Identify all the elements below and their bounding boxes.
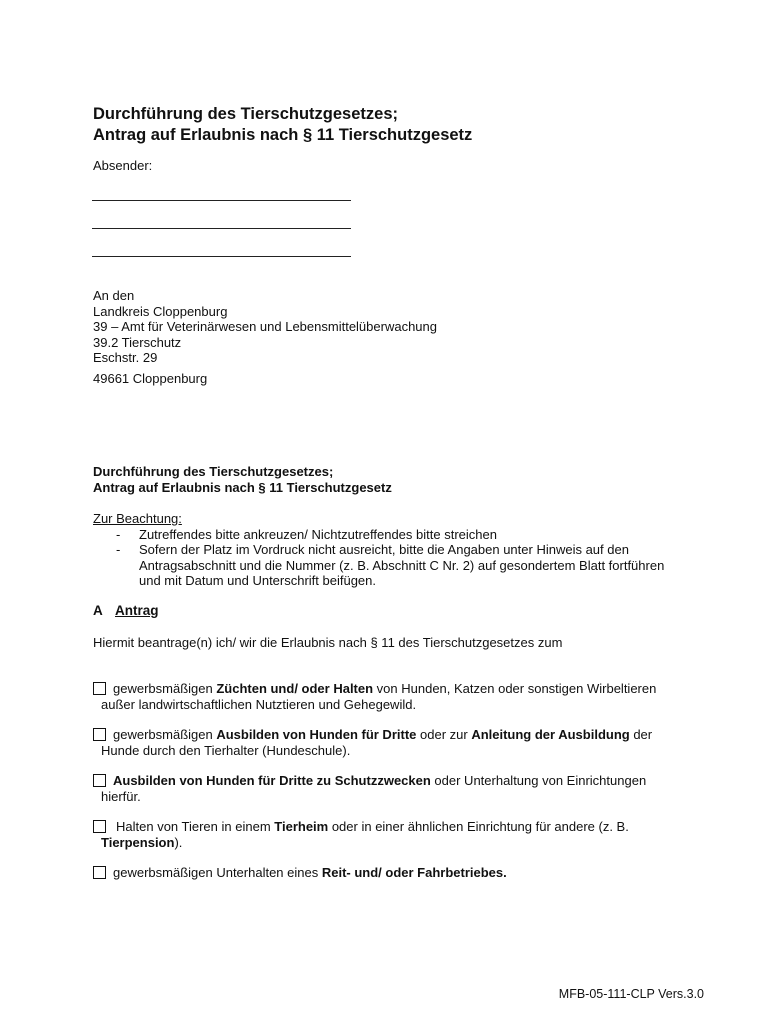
recipient-line: 39 – Amt für Veterinärwesen und Lebensmittelüberwachung: [93, 319, 437, 334]
notice-item: [93, 527, 664, 543]
notice-block: [93, 511, 664, 589]
option-line: [93, 681, 656, 697]
recipient-line: Landkreis Cloppenburg: [93, 303, 228, 319]
recipient-postal: 49661 Cloppenburg: [93, 370, 208, 386]
sender-line-2[interactable]: [92, 228, 351, 229]
option-line: hierfür.: [101, 788, 141, 804]
option-line: Hunde durch den Tierhalter (Hundeschule).: [101, 742, 351, 758]
option-text-bold: Ausbilden von Hunden für Dritte: [216, 727, 417, 742]
notice-heading: Zur Beachtung:: [93, 511, 182, 526]
option-checkbox[interactable]: [93, 866, 106, 879]
option-dog-training: [93, 727, 652, 758]
option-text: gewerbsmäßigen: [113, 727, 217, 742]
title-line-1: Durchführung des Tierschutzgesetzes;: [93, 105, 399, 123]
recipient-line: An den: [93, 288, 135, 303]
option-text: ).: [174, 834, 183, 850]
option-checkbox[interactable]: [93, 728, 106, 741]
notice-item-text: Antragsabschnitt und die Nummer (z. B. Abschnitt C Nr. 2) auf gesondertem Blatt fortführen: [139, 557, 665, 573]
option-text-bold: Ausbilden von Hunden für Dritte zu Schutzzwecken: [113, 773, 431, 788]
option-text-bold: Tierheim: [274, 819, 329, 834]
option-text: oder in einer ähnlichen Einrichtung für andere (z. B.: [328, 819, 629, 834]
option-checkbox[interactable]: [93, 774, 106, 787]
option-checkbox[interactable]: [93, 682, 106, 695]
dash-bullet: -: [116, 542, 121, 557]
notice-list: [93, 527, 664, 589]
title-line-2: Antrag auf Erlaubnis nach § 11 Tierschutzgesetz: [93, 126, 473, 144]
option-text: der: [629, 727, 653, 742]
sender-label: Absender:: [93, 158, 153, 173]
option-text: oder zur: [416, 727, 472, 742]
dash-bullet: -: [116, 526, 121, 542]
notice-item: [93, 542, 664, 589]
notice-item-text: Zutreffendes bitte ankreuzen/ Nichtzutreffendes bitte streichen: [139, 526, 497, 542]
option-text-bold: Tierpension: [101, 834, 175, 850]
option-text-bold: Züchten und/ oder Halten: [216, 681, 374, 696]
subtitle-line-2: Antrag auf Erlaubnis nach § 11 Tierschutzgesetz: [93, 479, 392, 495]
option-text: von Hunden, Katzen oder sonstigen Wirbeltieren: [373, 681, 657, 696]
option-line: [93, 819, 629, 835]
intro-text: Hiermit beantrage(n) ich/ wir die Erlaubnis nach § 11 des Tierschutzgesetzes zum: [93, 635, 563, 650]
option-text: oder Unterhaltung von Einrichtungen: [430, 773, 647, 788]
recipient-line: 39.2 Tierschutz: [93, 334, 182, 350]
option-text: Halten von Tieren in einem: [116, 819, 275, 834]
option-text: gewerbsmäßigen Unterhalten eines: [113, 865, 322, 880]
option-line: [93, 773, 646, 789]
option-animal-shelter: [93, 819, 629, 850]
form-version-footer: MFB-05-111-CLP Vers.3.0: [558, 987, 704, 1001]
sender-line-1[interactable]: [92, 200, 351, 201]
recipient-line: Eschstr. 29: [93, 350, 158, 365]
option-line: [93, 835, 629, 851]
option-line: außer landwirtschaftlichen Nutztieren und Gehegewild.: [101, 696, 417, 712]
form-subtitle: [93, 464, 392, 495]
document-title: [93, 104, 472, 146]
option-text: gewerbsmäßigen: [113, 681, 217, 696]
sender-line-3[interactable]: [92, 256, 351, 257]
option-line: [93, 865, 507, 881]
option-checkbox[interactable]: [93, 820, 106, 833]
section-a-heading: [93, 603, 159, 618]
option-breeding: [93, 681, 656, 712]
option-text-bold: Reit- und/ oder Fahrbetriebes.: [321, 865, 507, 880]
notice-item-text: Sofern der Platz im Vordruck nicht ausreicht, bitte die Angaben unter Hinweis auf den: [139, 542, 629, 557]
option-text-bold: Anleitung der Ausbildung: [471, 727, 630, 742]
option-line: [93, 727, 652, 743]
subtitle-line-1: Durchführung des Tierschutzgesetzes;: [93, 464, 334, 479]
section-letter: A: [93, 603, 103, 618]
notice-item-text: und mit Datum und Unterschrift beifügen.: [139, 573, 377, 588]
option-riding-business: [93, 865, 507, 881]
section-label: Antrag: [115, 603, 159, 618]
recipient-address: [93, 288, 437, 386]
option-protection-training: [93, 773, 646, 804]
